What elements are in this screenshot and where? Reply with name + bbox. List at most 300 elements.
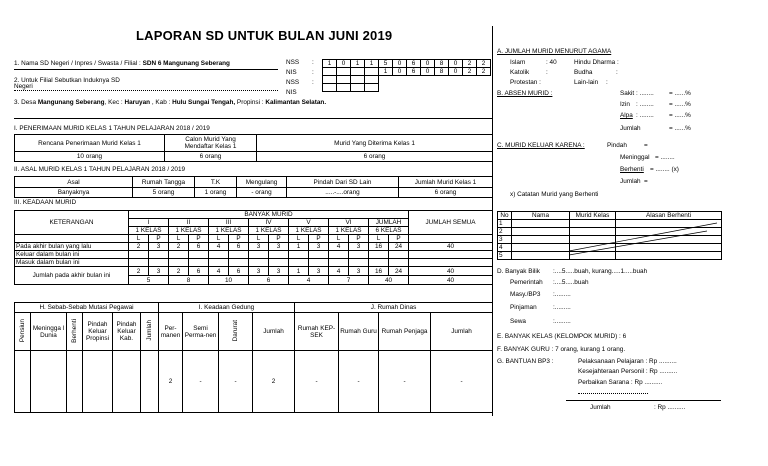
bottom-value bbox=[67, 351, 83, 413]
bottom-value bbox=[83, 351, 113, 413]
bottom-col-header bbox=[379, 313, 431, 351]
row-total bbox=[409, 259, 493, 267]
blank-digit-box bbox=[435, 84, 449, 92]
izin-label: Izin bbox=[620, 101, 630, 108]
bottom-value: - bbox=[379, 351, 431, 413]
s1-header-calon-line2: Mendaftar Kelas 1 bbox=[184, 143, 237, 150]
kec-value: Haruyan bbox=[124, 99, 151, 106]
row-value: 1 bbox=[289, 243, 309, 251]
nss-digit: 5 bbox=[379, 60, 393, 68]
pinjaman-label: Pinjaman bbox=[510, 304, 537, 311]
row-value bbox=[129, 251, 149, 259]
nis-digit bbox=[351, 68, 365, 76]
row-value bbox=[309, 251, 329, 259]
nss-label: NSS bbox=[286, 59, 300, 66]
blank-digit-box bbox=[337, 76, 351, 84]
sum-value: 8 bbox=[169, 276, 209, 285]
bottom-col-header-text: Semi Perma-nen bbox=[184, 324, 217, 339]
row-value bbox=[389, 259, 409, 267]
s2-value: 5 orang bbox=[133, 188, 195, 198]
nis-digit: 8 bbox=[435, 68, 449, 76]
sum-value: 5 bbox=[129, 276, 169, 285]
class-roman: III bbox=[209, 219, 249, 227]
row-value bbox=[369, 259, 389, 267]
keluar-jumlah-label: Jumlah bbox=[620, 178, 641, 185]
row-value: 6 bbox=[229, 243, 249, 251]
s2-value: Banyaknya bbox=[15, 188, 133, 198]
nis-label: NIS bbox=[286, 69, 297, 76]
bottom-col-header bbox=[67, 313, 83, 351]
bottom-col-header bbox=[219, 313, 253, 351]
bottom-value: - bbox=[431, 351, 493, 413]
berhenti-value: = ........ (x) bbox=[650, 166, 679, 173]
gender-label: L bbox=[329, 235, 349, 243]
bantuan-jumlah-value: : Rp .......... bbox=[654, 404, 686, 411]
berhenti-no: 5 bbox=[498, 252, 512, 260]
row-value bbox=[189, 251, 209, 259]
berhenti-header: No bbox=[498, 212, 512, 220]
s2-value: - orang bbox=[237, 188, 287, 198]
nis-digit: 0 bbox=[393, 68, 407, 76]
row-value bbox=[249, 259, 269, 267]
row-value: 2 bbox=[129, 243, 149, 251]
s2-header: Jumlah Murid Kelas 1 bbox=[399, 177, 493, 188]
nss-nis-grid bbox=[322, 59, 491, 92]
nis-digit: 2 bbox=[477, 68, 491, 76]
bilik-value: :....5.....buah, kurang.....1.....buah bbox=[553, 268, 648, 275]
s2-header: Pindah Dari SD Lain bbox=[287, 177, 399, 188]
row-value bbox=[229, 251, 249, 259]
berhenti-header: Nama bbox=[512, 212, 570, 220]
berhenti-strike-lines bbox=[497, 211, 721, 259]
nss-digit: 2 bbox=[463, 60, 477, 68]
row-value bbox=[289, 259, 309, 267]
page-title: LAPORAN SD UNTUK BULAN JUNI 2019 bbox=[136, 28, 393, 43]
gender-label: P bbox=[389, 235, 409, 243]
bottom-col-header bbox=[183, 313, 219, 351]
section1-heading: I. PENERIMAAN MURID KELAS 1 TAHUN PELAJARAN 2018 / 2019 bbox=[14, 125, 210, 132]
jumlah-value: 6 bbox=[229, 267, 249, 276]
agama-heading: A. JUMLAH MURID MENURUT AGAMA bbox=[497, 48, 612, 55]
alpa-pct: = ......% bbox=[669, 112, 691, 119]
sum-value: 4 bbox=[289, 276, 329, 285]
blank-digit-box bbox=[323, 84, 337, 92]
s1-header-rencana: Rencana Penerimaan Murid Kelas 1 bbox=[15, 135, 165, 152]
class-roman: V bbox=[289, 219, 329, 227]
gender-label: L bbox=[369, 235, 389, 243]
row-value: 3 bbox=[269, 243, 289, 251]
blank-digit-box bbox=[435, 76, 449, 84]
jumlah-value: 3 bbox=[249, 267, 269, 276]
bottom-value: - bbox=[183, 351, 219, 413]
bottom-col-header bbox=[83, 313, 113, 351]
row-value: 24 bbox=[389, 243, 409, 251]
jumlah-value: 16 bbox=[369, 267, 389, 276]
blank-digit-box bbox=[351, 84, 365, 92]
jumlah-spacer bbox=[409, 235, 493, 243]
row-value bbox=[269, 251, 289, 259]
bottom-col-header bbox=[295, 313, 339, 351]
blank-digit-box bbox=[337, 84, 351, 92]
address-row bbox=[14, 99, 326, 107]
gender-label: P bbox=[189, 235, 209, 243]
nss-digit: 2 bbox=[477, 60, 491, 68]
s2-value: 1 orang bbox=[195, 188, 237, 198]
nss-label-2: NSS bbox=[286, 79, 300, 86]
row-value bbox=[209, 251, 229, 259]
lain-label: Lain-lain bbox=[574, 79, 599, 86]
bottom-col-header-text: Rumah KEP-SEK bbox=[297, 324, 336, 339]
gender-label: P bbox=[149, 235, 169, 243]
row-total: 40 bbox=[409, 243, 493, 251]
bottom-col-header bbox=[141, 313, 159, 351]
blank-digit-box bbox=[407, 84, 421, 92]
school-name-row bbox=[14, 60, 230, 68]
bantuan-item-1: Pelaksanaan Pelajaran : Rp .......... bbox=[578, 358, 677, 365]
berhenti-header: Murid Kelas bbox=[570, 212, 616, 220]
sewa-value: :......... bbox=[553, 318, 571, 325]
nis-digit: 0 bbox=[421, 68, 435, 76]
bottom-col-header-text: Meningga l Dunia bbox=[32, 324, 65, 339]
bantuan-jumlah-label: Jumlah bbox=[590, 404, 611, 411]
row-label: Keluar dalam bulan ini bbox=[15, 251, 129, 259]
sum-total: 40 bbox=[409, 276, 493, 285]
section2-heading: II. ASAL MURID KELAS 1 TAHUN PELAJARAN 2018 / 2019 bbox=[14, 166, 186, 173]
row-total bbox=[409, 251, 493, 259]
nis-digit bbox=[337, 68, 351, 76]
sum-value: 40 bbox=[369, 276, 409, 285]
jumlah-total: 40 bbox=[409, 267, 493, 276]
kab-label: , Kab : bbox=[150, 99, 173, 106]
bottom-col-header-text: Jumlah bbox=[263, 328, 284, 335]
row-value bbox=[229, 259, 249, 267]
bottom-col-header bbox=[31, 313, 67, 351]
row-value: 2 bbox=[169, 243, 189, 251]
section2-table bbox=[14, 176, 493, 198]
bottom-col-header-text: Jumlah bbox=[451, 328, 472, 335]
jumlah-value: 3 bbox=[309, 267, 329, 276]
sewa-label: Sewa bbox=[510, 318, 526, 325]
class-count: 6 KELAS bbox=[369, 227, 409, 235]
meninggal-label: Meninggal bbox=[620, 154, 650, 161]
class-count: 1 KELAS bbox=[169, 227, 209, 235]
berhenti-no: 1 bbox=[498, 220, 512, 228]
gender-label: L bbox=[129, 235, 149, 243]
bottom-col-header-text: Jumlah bbox=[146, 320, 153, 341]
row-value: 4 bbox=[329, 243, 349, 251]
s1-header-calon bbox=[165, 135, 257, 152]
pindah-value: = bbox=[644, 142, 648, 149]
nss-colon-2: : bbox=[312, 79, 314, 86]
nss-digit: 8 bbox=[435, 60, 449, 68]
banyak-kelas: E. BANYAK KELAS (KELOMPOK MURID) : 6 bbox=[497, 333, 627, 340]
class-roman: I bbox=[129, 219, 169, 227]
masy-value: :......... bbox=[553, 291, 571, 298]
bottom-col-header-text: Darurat bbox=[232, 319, 240, 342]
sum-value: 6 bbox=[249, 276, 289, 285]
jumlah-semua-header: JUMLAH SEMUA bbox=[409, 211, 493, 235]
bottom-col-header-text: Rumah Guru bbox=[340, 328, 377, 335]
class-roman: VI bbox=[329, 219, 369, 227]
absen-jumlah-pct: = ......% bbox=[669, 125, 691, 132]
jumlah-value: 3 bbox=[349, 267, 369, 276]
meninggal-value: = ........ bbox=[655, 154, 675, 161]
budha-value: : bbox=[616, 69, 618, 76]
table-row bbox=[15, 259, 493, 267]
sakit-pct: = ......% bbox=[669, 90, 691, 97]
bottom-col-header bbox=[253, 313, 295, 351]
gedung-heading: I. Keadaan Gedung bbox=[159, 303, 295, 313]
desa-label: 3. Desa bbox=[14, 99, 38, 106]
nss-digit: 1 bbox=[351, 60, 365, 68]
blank-digit-box bbox=[323, 76, 337, 84]
school-name-value: SDN 6 Mangunang Seberang bbox=[142, 60, 230, 67]
desa-value: Mangunang Seberang bbox=[37, 99, 105, 106]
izin-pct: = ......% bbox=[669, 101, 691, 108]
row-value bbox=[149, 251, 169, 259]
row-value bbox=[329, 259, 349, 267]
gender-label: P bbox=[349, 235, 369, 243]
kec-label: , Kec : bbox=[104, 99, 125, 106]
nss-colon: : bbox=[312, 59, 314, 66]
keterangan-spacer bbox=[15, 235, 129, 243]
strike-line bbox=[569, 223, 717, 251]
bottom-value: - bbox=[219, 351, 253, 413]
banyak-guru: F. BANYAK GURU : 7 orang, kurang 1 orang. bbox=[497, 346, 626, 353]
bantuan-dotted-rule bbox=[578, 393, 648, 394]
dinas-heading: J. Rumah Dinas bbox=[295, 303, 493, 313]
bottom-col-header-text: Pensiun bbox=[19, 318, 26, 343]
berhenti-no: 4 bbox=[498, 244, 512, 252]
bottom-col-header bbox=[339, 313, 379, 351]
nss-digit: 1 bbox=[323, 60, 337, 68]
sum-value: 10 bbox=[209, 276, 249, 285]
filial-sub-label: Negeri bbox=[14, 83, 33, 90]
keluar-jumlah-value: = bbox=[644, 178, 648, 185]
sakit-label: Sakit bbox=[620, 90, 635, 97]
blank-digit-box bbox=[463, 84, 477, 92]
bottom-value: 2 bbox=[253, 351, 295, 413]
pemerintah-label: Pemerintah bbox=[510, 279, 543, 286]
jumlah-value: 24 bbox=[389, 267, 409, 276]
blank-digit-box bbox=[351, 76, 365, 84]
pindah-label: Pindah bbox=[607, 142, 627, 149]
nis-digit: 1 bbox=[379, 68, 393, 76]
row-value: 16 bbox=[369, 243, 389, 251]
blank-digit-box bbox=[449, 84, 463, 92]
jumlah-value: 2 bbox=[129, 267, 149, 276]
katolik-label: Katolik bbox=[510, 69, 530, 76]
nis-label-2: NIS bbox=[286, 89, 297, 96]
bottom-col-header-text: Per-manen bbox=[160, 324, 181, 339]
nss-digit: 0 bbox=[393, 60, 407, 68]
bantuan-item-3: Perbaikan Sarana : Rp .......... bbox=[578, 379, 663, 386]
s1-value-rencana: 10 orang bbox=[15, 152, 165, 162]
nss-digit: 1 bbox=[365, 60, 379, 68]
bottom-value bbox=[31, 351, 67, 413]
keterangan-header: KETERANGAN bbox=[15, 211, 129, 235]
mutasi-heading: H. Sebab-Sebab Mutasi Pegawai bbox=[15, 303, 159, 313]
row-value: 6 bbox=[189, 243, 209, 251]
bottom-col-header-text: Pindah Keluar Propinsi bbox=[85, 321, 110, 342]
bottom-value: - bbox=[339, 351, 379, 413]
bottom-col-header bbox=[431, 313, 493, 351]
blank-digit-box bbox=[407, 76, 421, 84]
row-label: Masuk dalam bulan ini bbox=[15, 259, 129, 267]
class-count: 1 KELAS bbox=[129, 227, 169, 235]
bottom-col-header-text: Rumah Penjaga bbox=[381, 328, 428, 335]
class-count: 1 KELAS bbox=[329, 227, 369, 235]
row-value: 3 bbox=[349, 243, 369, 251]
row-value: 3 bbox=[309, 243, 329, 251]
blank-digit-box bbox=[449, 76, 463, 84]
blank-digit-box bbox=[393, 76, 407, 84]
bottom-value: 2 bbox=[159, 351, 183, 413]
blank-digit-box bbox=[379, 76, 393, 84]
s2-value: .....-....orang bbox=[287, 188, 399, 198]
row-value bbox=[269, 259, 289, 267]
jumlah-value: 3 bbox=[269, 267, 289, 276]
row-value: 4 bbox=[209, 243, 229, 251]
section3-heading: III. KEADAAN MURID bbox=[14, 199, 77, 206]
bottom-table bbox=[14, 302, 493, 413]
gender-label: L bbox=[289, 235, 309, 243]
bottom-col-header-text: Pindah Keluar Kab. bbox=[116, 321, 137, 342]
row-value bbox=[209, 259, 229, 267]
bottom-col-header bbox=[113, 313, 141, 351]
blank-digit-box bbox=[477, 84, 491, 92]
row-value bbox=[189, 259, 209, 267]
jumlah-value: 3 bbox=[149, 267, 169, 276]
table-row bbox=[15, 251, 493, 259]
rule bbox=[14, 90, 278, 91]
nss-digit: 6 bbox=[407, 60, 421, 68]
gender-label: L bbox=[249, 235, 269, 243]
islam-label: Islam bbox=[510, 59, 526, 66]
absen-heading: B. ABSEN MURID : bbox=[497, 90, 553, 97]
pemerintah-value: :....5.....buah bbox=[553, 279, 589, 286]
gender-label: P bbox=[229, 235, 249, 243]
keluar-heading: C. MURID KELUAR KARENA : bbox=[497, 142, 585, 149]
blank-digit-box bbox=[421, 76, 435, 84]
row-value bbox=[169, 259, 189, 267]
jumlah-value: 4 bbox=[209, 267, 229, 276]
alpa-dots: : ........ bbox=[636, 112, 654, 119]
row-value bbox=[309, 259, 329, 267]
bantuan-item-2: Kesejahteraan Personil : Rp .......... bbox=[578, 368, 678, 375]
class-roman: IV bbox=[249, 219, 289, 227]
protestan-label: Protestan : bbox=[510, 79, 541, 86]
kab-value: Hulu Sungai Tengah, bbox=[172, 99, 236, 106]
row-value: 3 bbox=[249, 243, 269, 251]
bottom-value bbox=[15, 351, 31, 413]
nss-digit: 0 bbox=[337, 60, 351, 68]
catatan-label: x) Catatan Murid yang Berhenti bbox=[510, 191, 599, 198]
s2-value: 6 orang bbox=[399, 188, 493, 198]
nss-digit: 0 bbox=[449, 60, 463, 68]
prop-label: Propinsi : bbox=[235, 99, 266, 106]
bilik-label: D. Banyak Bilik bbox=[497, 268, 540, 275]
alpa-label: Alpa bbox=[620, 112, 633, 119]
table-row bbox=[15, 243, 493, 251]
jumlah-value: 6 bbox=[189, 267, 209, 276]
row-value bbox=[369, 251, 389, 259]
berhenti-label: Berhenti bbox=[620, 166, 644, 173]
class-count: 1 KELAS bbox=[289, 227, 329, 235]
jumlah-label: Jumlah pada akhir bulan ini bbox=[15, 267, 129, 285]
s1-value-diterima: 6 orang bbox=[257, 152, 493, 162]
sakit-dots: : ........ bbox=[636, 90, 654, 97]
blank-digit-box bbox=[477, 76, 491, 84]
jumlah-value: 4 bbox=[329, 267, 349, 276]
prop-value: Kalimantan Selatan. bbox=[265, 99, 327, 106]
bottom-col-header-text: Berhenti bbox=[71, 318, 78, 343]
row-value bbox=[389, 251, 409, 259]
nis-colon: : bbox=[312, 69, 314, 76]
nis-digit bbox=[365, 68, 379, 76]
school-name-label: 1. Nama SD Negeri / Inpres / Swasta / Filial : bbox=[14, 60, 143, 67]
blank-digit-box bbox=[365, 76, 379, 84]
masy-label: Masy./BP3 bbox=[510, 291, 541, 298]
berhenti-no: 3 bbox=[498, 236, 512, 244]
islam-value: : 40 bbox=[546, 59, 557, 66]
izin-dots: : ........ bbox=[636, 101, 654, 108]
lain-value: : bbox=[606, 79, 608, 86]
row-value bbox=[349, 251, 369, 259]
nis-digit: 2 bbox=[463, 68, 477, 76]
class-roman: II bbox=[169, 219, 209, 227]
section3-table bbox=[14, 210, 493, 285]
row-value bbox=[149, 259, 169, 267]
berhenti-no: 2 bbox=[498, 228, 512, 236]
hindu-label: Hindu Dharma : bbox=[574, 59, 619, 66]
class-roman: JUMLAH bbox=[369, 219, 409, 227]
katolik-value: : bbox=[546, 69, 548, 76]
row-value bbox=[329, 251, 349, 259]
bottom-col-header bbox=[15, 313, 31, 351]
blank-digit-box bbox=[365, 84, 379, 92]
s2-header: Rumah Tangga bbox=[133, 177, 195, 188]
nis-digit: 0 bbox=[449, 68, 463, 76]
banyak-murid-header: BANYAK MURID bbox=[129, 211, 409, 219]
gender-label: P bbox=[309, 235, 329, 243]
s1-header-calon-line1: Calon Murid Yang bbox=[185, 136, 236, 143]
nss-digit: 0 bbox=[421, 60, 435, 68]
class-count: 1 KELAS bbox=[209, 227, 249, 235]
filial-label: 2. Untuk Filial Sebutkan Induknya SD bbox=[14, 77, 120, 84]
bottom-value bbox=[113, 351, 141, 413]
blank-digit-box bbox=[393, 84, 407, 92]
s1-header-diterima: Murid Yang Diterima Kelas 1 bbox=[257, 135, 493, 152]
row-value bbox=[169, 251, 189, 259]
blank-digit-box bbox=[463, 76, 477, 84]
row-value bbox=[289, 251, 309, 259]
pinjaman-value: :......... bbox=[553, 304, 571, 311]
rule bbox=[14, 118, 492, 119]
class-count: 1 KELAS bbox=[249, 227, 289, 235]
berhenti-header: Alasan Berhenti bbox=[616, 212, 722, 220]
nis-digit bbox=[323, 68, 337, 76]
nis-digit: 6 bbox=[407, 68, 421, 76]
s2-header: T.K bbox=[195, 177, 237, 188]
row-value bbox=[249, 251, 269, 259]
bottom-value bbox=[141, 351, 159, 413]
jumlah-value: 2 bbox=[169, 267, 189, 276]
s1-value-calon: 6 orang bbox=[165, 152, 257, 162]
absen-jumlah-label: Jumlah bbox=[620, 125, 641, 132]
s2-header: Asal bbox=[15, 177, 133, 188]
strike-line bbox=[569, 231, 707, 255]
